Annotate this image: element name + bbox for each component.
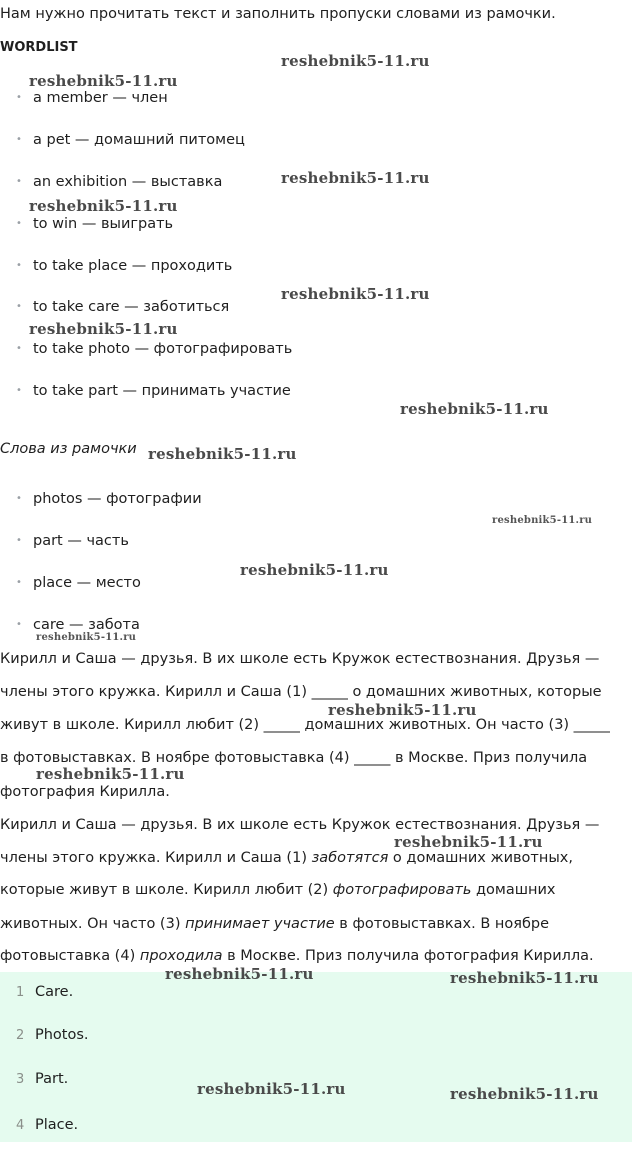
bullet-icon: • [16,92,22,103]
task-text-line: члены этого кружка. Кирилл и Саша (1) _____ о домашних животных, которые [0,684,602,700]
watermark: reshebnik5-11.ru [281,52,430,70]
bullet-icon: • [16,493,22,504]
watermark: reshebnik5-11.ru [165,965,314,983]
watermark: reshebnik5-11.ru [450,1085,599,1103]
answer-text-line: члены этого кружка. Кирилл и Саша (1) заботятся о домашних животных, [0,850,573,866]
bullet-icon: • [16,134,22,145]
watermark: reshebnik5-11.ru [450,969,599,987]
task-text-line: в фотовыставках. В ноябре фотовыставка (4) _____ в Москве. Приз получила [0,750,588,766]
watermark: reshebnik5-11.ru [197,1080,346,1098]
watermark: reshebnik5-11.ru [29,72,178,90]
watermark: reshebnik5-11.ru [148,445,297,463]
box-words-title: Слова из рамочки [0,441,137,457]
bullet-icon: • [16,385,22,396]
answer-text-line: которые живут в школе. Кирилл любит (2) фотографировать домашних [0,882,556,898]
bullet-icon: • [16,301,22,312]
watermark: reshebnik5-11.ru [36,765,185,783]
watermark: reshebnik5-11.ru [281,285,430,303]
task-text-line: фотография Кирилла. [0,784,170,800]
bullet-icon: • [16,260,22,271]
watermark: reshebnik5-11.ru [394,833,543,851]
bullet-icon: • [16,218,22,229]
intro-text: Нам нужно прочитать текст и заполнить пропуски словами из рамочки. [0,6,556,22]
watermark: reshebnik5-11.ru [29,320,178,338]
wordlist-title: WORDLIST [0,40,78,55]
bullet-icon: • [16,619,22,630]
bullet-icon: • [16,577,22,588]
watermark: reshebnik5-11.ru [29,197,178,215]
watermark: reshebnik5-11.ru [240,561,389,579]
bullet-icon: • [16,176,22,187]
answer-text-line: Кирилл и Саша — друзья. В их школе есть Кружок естествознания. Друзья — [0,817,600,833]
watermark: reshebnik5-11.ru [281,169,430,187]
watermark: reshebnik5-11.ru [492,515,593,526]
answer-text-line: животных. Он часто (3) принимает участие в фотовыставках. В ноябре [0,916,550,932]
watermark: reshebnik5-11.ru [36,632,137,643]
watermark: reshebnik5-11.ru [400,400,549,418]
watermark: reshebnik5-11.ru [328,701,477,719]
answers-panel: 1 Care. 2 Photos. 3 Part. 4 Place. [0,972,632,1142]
task-text-line: Кирилл и Саша — друзья. В их школе есть Кружок естествознания. Друзья — [0,651,600,667]
task-text-line: живут в школе. Кирилл любит (2) _____ домашних животных. Он часто (3) _____ [0,717,610,733]
bullet-icon: • [16,535,22,546]
answer-text-line: фотовыставка (4) проходила в Москве. Приз получила фотография Кирилла. [0,948,594,964]
bullet-icon: • [16,343,22,354]
